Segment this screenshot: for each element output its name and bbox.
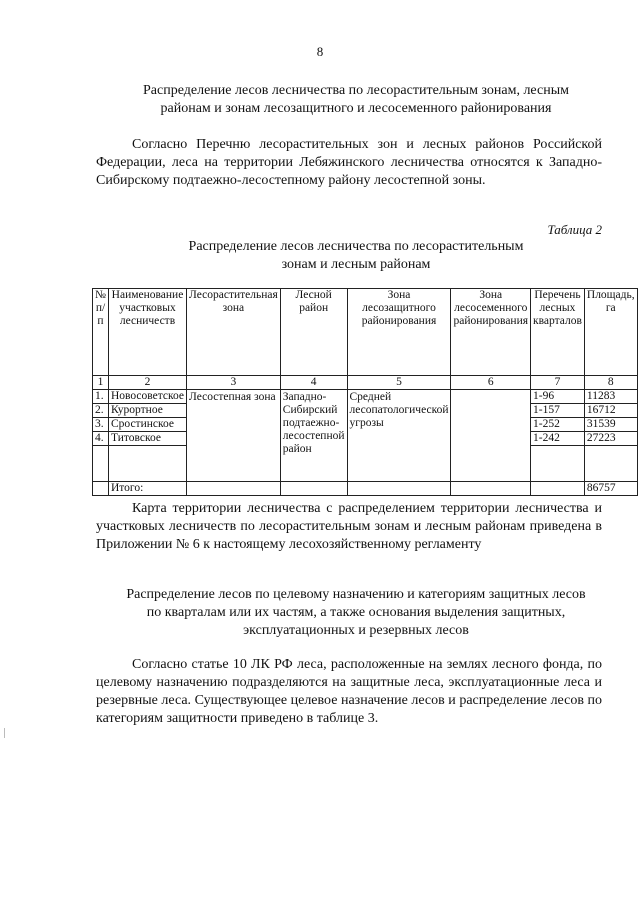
header-seed-zone: Зона лесосеменного районирования: [451, 289, 531, 376]
header-num: № п/п: [93, 289, 109, 376]
row-forestry-name: Новосоветское: [108, 390, 186, 404]
table-row: [93, 390, 638, 404]
margin-mark: [4, 728, 5, 738]
total-area: 86757: [584, 482, 637, 496]
header-region: Лесной район: [280, 289, 347, 376]
header-forestry: Наименование участковых лесничеств: [108, 289, 186, 376]
section2-title: [96, 586, 616, 640]
page-number: 8: [316, 44, 324, 59]
section2-title-line3: эксплуатационных и резервных лесов: [243, 623, 469, 638]
row-forestry-name: Курортное: [108, 404, 186, 418]
section1-title: [96, 82, 616, 118]
table2-caption: [96, 238, 616, 274]
col-number: 5: [347, 376, 451, 390]
table-column-numbers-row: [93, 376, 638, 390]
header-protection-zone: Зона лесозащитного районирования: [347, 289, 451, 376]
row-area: 16712: [584, 404, 637, 418]
section1-title-line1: Распределение лесов лесничества по лесорастительным зонам, лесным: [143, 83, 569, 98]
row-quarters: 1-157: [531, 404, 585, 418]
col-number: 1: [93, 376, 109, 390]
table2-caption-line1: Распределение лесов лесничества по лесорастительным: [188, 239, 524, 254]
paragraph-map: [96, 500, 602, 554]
paragraph-zones-text: Согласно Перечню лесорастительных зон и лесных районов Российской Федерации, леса на территории Лебяжинского лесничества относятся к Западно-Сибирскому подтаежно-лесостепному району лесостепной зоны.: [96, 137, 602, 188]
row-quarters: 1-252: [531, 418, 585, 432]
col-number: 6: [451, 376, 531, 390]
col-number: 4: [280, 376, 347, 390]
merged-protection-cell: Средней лесопатологической угрозы: [347, 390, 451, 482]
row-number: 4.: [93, 432, 109, 446]
forest-distribution-table: [92, 288, 638, 496]
paragraph-zones: [96, 136, 602, 190]
table2-label: Таблица 2: [547, 222, 602, 237]
header-zone: Лесорастительная зона: [187, 289, 281, 376]
table-total-row: [93, 482, 638, 496]
seed-zone-cell: [451, 390, 531, 482]
col-number: 2: [108, 376, 186, 390]
header-area: Площадь, га: [584, 289, 637, 376]
total-label: Итого:: [108, 482, 186, 496]
section2-title-line1: Распределение лесов по целевому назначению и категориям защитных лесов: [126, 587, 586, 602]
row-quarters: 1-96: [531, 390, 585, 404]
header-quarters: Перечень лесных кварталов: [531, 289, 585, 376]
row-area: 11283: [584, 390, 637, 404]
col-number: 7: [531, 376, 585, 390]
paragraph-purpose: [96, 656, 602, 728]
merged-zone-cell: Лесостепная зона: [187, 390, 281, 482]
merged-region-cell: Западно-Сибирский подтаежно-лесостепной район: [280, 390, 347, 482]
row-number: 1.: [93, 390, 109, 404]
row-quarters: 1-242: [531, 432, 585, 446]
section2-title-line2: по кварталам или их частям, а также основания выделения защитных,: [146, 605, 566, 620]
section1-title-line2: районам и зонам лесозащитного и лесосеменного районирования: [160, 101, 552, 116]
paragraph-map-text: Карта территории лесничества с распределением территории лесничества и участковых лесничеств по лесорастительным зонам и лесным районам приведена в Приложении № 6 к настоящему лесохозяйственному регламенту: [96, 501, 602, 552]
paragraph-purpose-text: Согласно статье 10 ЛК РФ леса, расположенные на землях лесного фонда, по целевому назначению подразделяются на защитные леса, эксплуатационные леса и резервные леса. Существующее целевое назначение лесов и распределение лесов по категориям защитности приведено в таблице 3.: [96, 657, 602, 726]
row-number: 3.: [93, 418, 109, 432]
row-number: 2.: [93, 404, 109, 418]
table-header-row: [93, 289, 638, 376]
table2-caption-line2: зонам и лесным районам: [281, 257, 431, 272]
row-area: 27223: [584, 432, 637, 446]
row-forestry-name: Титовское: [108, 432, 186, 446]
row-area: 31539: [584, 418, 637, 432]
col-number: 3: [187, 376, 281, 390]
row-forestry-name: Сростинское: [108, 418, 186, 432]
col-number: 8: [584, 376, 637, 390]
